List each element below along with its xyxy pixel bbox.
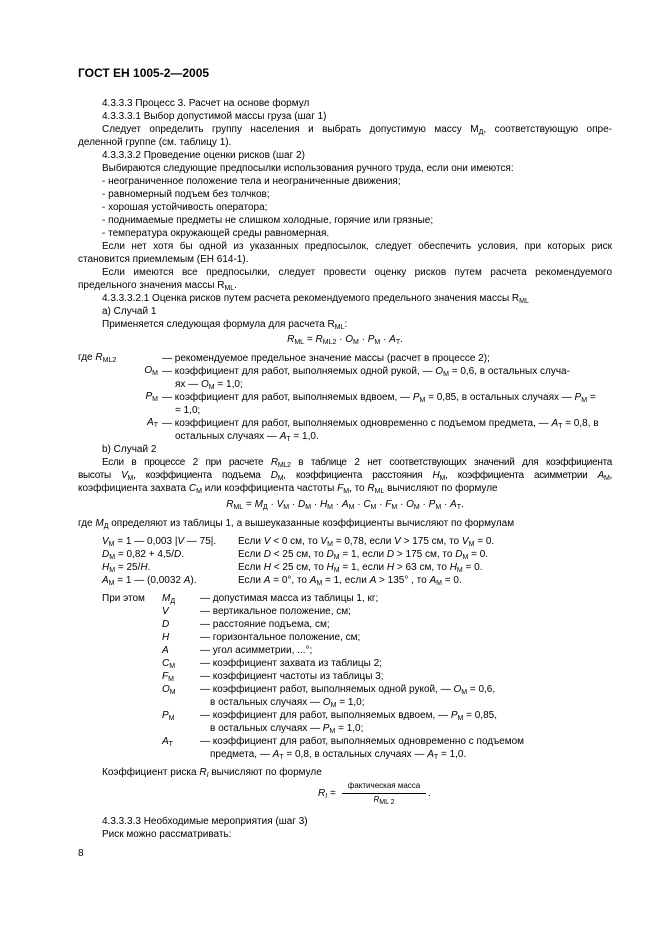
- coef-hm-cond: Если H < 25 см, то $H_М = 1$, если H > 63 см, то $H_М = 0$.: [238, 562, 483, 574]
- def-at: — коэффициент для работ, выполняемых одновременно с подъемом предмета, — $A_Т = 0,8$, в: [162, 418, 599, 430]
- risk-numerator: фактическая масса: [347, 781, 421, 790]
- def-pm-cont: = 1,0;: [175, 405, 201, 416]
- paragraph-prereq: Выбираются следующие предпосылки использования ручного труда, если они имеются:: [102, 163, 514, 174]
- def-at-cont: остальных случаях — $A_Т = 1,0$.: [175, 431, 319, 443]
- risk-denominator: $R_{ML 2}$: [373, 795, 395, 806]
- coef-am: $A_М = 1$ — (0,0032 A).: [102, 575, 197, 587]
- section-433321: 4.3.3.3.2.1 Оценка рисков путем расчета рекомендуемого предельного значения массы $R_{ML}$: [102, 293, 529, 305]
- legend-sym: A: [162, 645, 169, 656]
- where-def-rml2: — рекомендуемое предельное значение массы (расчет в процессе 2);: [162, 353, 490, 364]
- legend-text-cont: предмета, — $A_Т = 0,8$, в остальных случаях — $A_Т = 1,0$.: [210, 749, 467, 761]
- section-43331: 4.3.3.3.1 Выбор допустимой массы груза (шаг 1): [102, 111, 327, 122]
- coef-dm-cond: Если D < 25 см, то $D_М = 1$, если D > 175 см, то $D_М = 0$.: [238, 549, 489, 561]
- legend-intro: При этом: [102, 593, 145, 604]
- prereq-item: - поднимаемые предметы не слишком холодные, горячие или грязные;: [102, 215, 434, 226]
- legend-text: — допустимая масса из таблицы 1, кг;: [200, 593, 379, 604]
- coef-vm-cond: Если V < 0 см, то $V_М = 0,78$, если V > 175 см, то $V_М = 0$.: [238, 536, 495, 548]
- legend-text: — расстояние подъема, см;: [200, 619, 330, 630]
- prereq-item: - температура окружающей среды равномерная.: [102, 228, 330, 239]
- legend-text: — коэффициент для работ, выполняемых вдвоем, — $P_М = 0,85$,: [200, 710, 497, 722]
- legend-text: — угол асимметрии, ...°;: [200, 645, 313, 656]
- coef-hm: $H_М = 25/H$.: [102, 562, 151, 574]
- prereq-item: - хорошая устойчивость оператора;: [102, 202, 268, 213]
- risk-coef-text: Коэффициент риска $R_I$ вычисляют по формуле: [102, 767, 322, 779]
- case2-line-3: коэффициента захвата $C_М$ или коэффициента частоты $F_М$, то $R_{ML}$ вычисляют по формуле: [78, 483, 498, 495]
- legend-sym: D: [162, 619, 170, 630]
- def-symbol: $P_М$: [145, 391, 158, 403]
- paragraph-risk-consider: Риск можно рассматривать:: [102, 829, 232, 840]
- legend-text: — коэффициент работ, выполняемых одной рукой, — $O_М = 0,6$,: [200, 684, 496, 696]
- legend-text-cont: в остальных случаях — $O_М = 1,0$;: [210, 697, 365, 709]
- legend-text: — горизонтальное положение, см;: [200, 632, 361, 643]
- paragraph-if-all: Если имеются все предпосылки, следует провести оценку рисков путем расчета рекомендуемого: [102, 267, 612, 278]
- def-om-cont: ях — $O_М = 1,0$;: [175, 379, 243, 391]
- where-label: где $R_{ML2}$: [78, 352, 117, 364]
- def-symbol: $O_М$: [144, 365, 158, 377]
- legend-sym: $C_М$: [162, 658, 176, 670]
- formula-1: $R_{ML} = R_{ML2} \cdot O_М \cdot P_М \cdot A_Т$.: [287, 334, 403, 346]
- coef-dm: $D_М = 0,82 + 4,5/D$.: [102, 549, 185, 561]
- paragraph-if-not-cont: становится приемлемым (ЕН 614-1).: [78, 254, 249, 265]
- case-b: b) Случай 2: [102, 444, 157, 455]
- coef-vm: $V_М = 1$ — 0,003 |V — 75|.: [102, 536, 217, 548]
- legend-text: — коэффициент для работ, выполняемых одновременно с подъемом: [200, 736, 525, 747]
- legend-text: — коэффициент частоты из таблицы 3;: [200, 671, 384, 682]
- risk-period: .: [428, 788, 431, 799]
- case2-line-1: Если в процессе 2 при расчете $R_{ML2}$ в таблице 2 нет соответствующих значений для коэффициента: [102, 457, 612, 469]
- legend-text: — вертикальное положение, см;: [200, 606, 351, 617]
- prereq-item: - равномерный подъем без толчков;: [102, 189, 270, 200]
- formula-2: $R_{ML} = M_Д \cdot V_М \cdot D_М \cdot H_М \cdot A_М \cdot C_М \cdot F_М \cdot O_М \cdot P_М \cdot A_Т$.: [226, 499, 464, 511]
- paragraph-formula-a: Применяется следующая формула для расчета $R_{ML}$:: [102, 319, 348, 331]
- case-a: а) Случай 1: [102, 306, 157, 317]
- def-pm: — коэффициент для работ, выполняемых вдвоем, — $P_М = 0,85$, в остальных случаях — $P_М$ =: [162, 392, 596, 404]
- paragraph-group: Следует определить группу населения и выбрать допустимую массу $M_Д$, соответствующую опре-: [102, 124, 612, 136]
- section-43332: 4.3.3.3.2 Проведение оценки рисков (шаг 2): [102, 150, 305, 161]
- legend-sym: $A_Т$: [162, 736, 173, 748]
- def-symbol: $A_Т$: [147, 417, 158, 429]
- prereq-item: - неограниченное положение тела и неограниченные движения;: [102, 176, 401, 187]
- paragraph-if-not: Если нет хотя бы одной из указанных предпосылок, следует обеспечить условия, при которых риск: [102, 241, 612, 252]
- def-om: — коэффициент для работ, выполняемых одной рукой, — $O_М = 0,6$, в остальных случа-: [162, 366, 570, 378]
- section-43333: 4.3.3.3.3 Необходимые мероприятия (шаг 3): [102, 816, 308, 827]
- legend-sym: $P_М$: [162, 710, 175, 722]
- risk-lhs: $R_I$ =: [318, 788, 336, 800]
- case2-line-2: высоты $V_М$, коэффициента подъема $D_М$, коэффициента расстояния $H_М$, коэффициента асимметрии $A_М$,: [78, 470, 613, 482]
- paragraph-group-cont: деленной группе (см. таблицу 1).: [78, 137, 232, 148]
- legend-sym: H: [162, 632, 170, 643]
- section-4333: 4.3.3.3 Процесс 3. Расчет на основе формул: [102, 98, 310, 109]
- legend-sym: $F_М$: [162, 671, 174, 683]
- legend-sym: $M_Д$: [162, 593, 176, 605]
- fraction-line: [342, 793, 426, 794]
- legend-sym: $O_М$: [162, 684, 176, 696]
- page-number: 8: [78, 848, 84, 859]
- legend-sym: V: [162, 606, 169, 617]
- paragraph-where-md: где $M_Д$ определяют из таблицы 1, а вышеуказанные коэффициенты вычисляют по формулам: [78, 518, 515, 530]
- paragraph-if-all-cont: предельного значения массы $R_{ML}$.: [78, 280, 237, 292]
- legend-text: — коэффициент захвата из таблицы 2;: [200, 658, 382, 669]
- coef-am-cond: Если A = 0°, то $A_М = 1$, если A > 135° , то $A_М = 0$.: [238, 575, 462, 587]
- document-header: ГОСТ ЕН 1005-2—2005: [78, 66, 210, 80]
- legend-text-cont: в остальных случаях — $P_М = 1,0$;: [210, 723, 364, 735]
